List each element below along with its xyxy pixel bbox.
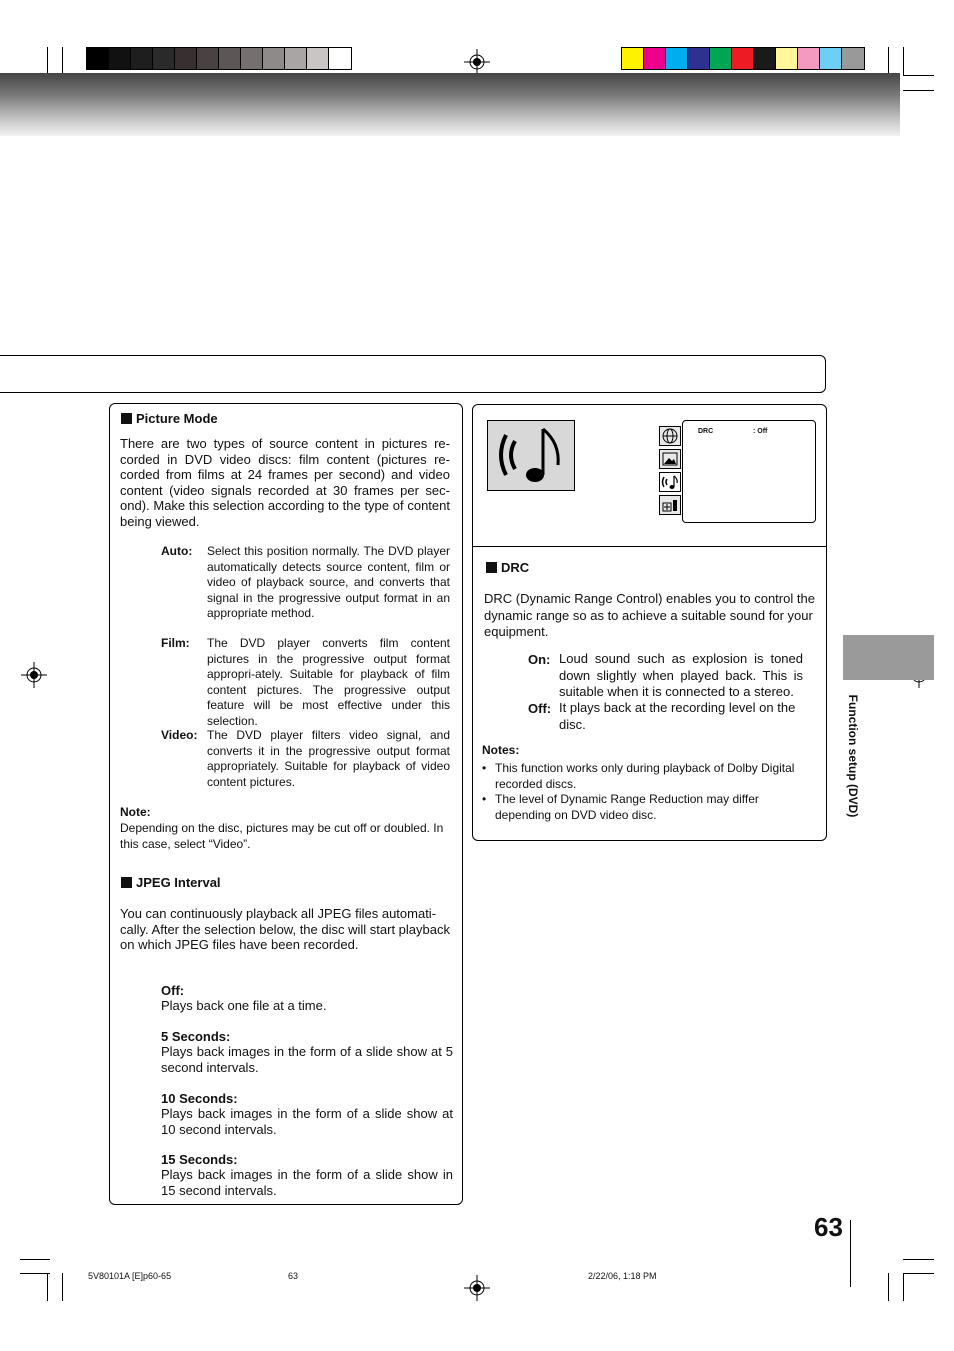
footer-file: 5V80101A [E]p60-65	[88, 1271, 172, 1281]
square-bullet-icon	[486, 562, 497, 573]
grayscale-bars	[86, 47, 352, 70]
jpeg-option-label: 15 Seconds:	[161, 1152, 238, 1167]
color-swatch	[842, 48, 864, 69]
color-swatch	[820, 48, 842, 69]
color-swatch	[798, 48, 820, 69]
jpeg-option-text: Plays back images in the form of a slide show at 5 second intervals.	[161, 1044, 453, 1075]
video-text: The DVD player filters video signal, and converts it in the progressive output format appropriately. Suitable for playback of video content pictures.	[207, 728, 450, 789]
color-swatch	[131, 48, 153, 69]
color-swatch	[666, 48, 688, 69]
color-swatch	[153, 48, 175, 69]
menu-screen-panel	[682, 420, 816, 523]
film-label: Film:	[161, 636, 190, 650]
drc-off-label: Off:	[528, 701, 552, 716]
divider	[472, 546, 827, 547]
picture-mode-note-label: Note:	[120, 805, 151, 819]
picture-icon	[659, 449, 681, 469]
color-swatch	[285, 48, 307, 69]
color-swatch	[688, 48, 710, 69]
square-bullet-icon	[121, 877, 132, 888]
film-text: The DVD player converts film content pictures in the progressive output format appropri-ately. Suitable for playback of film content pictures. The progressive output feature will be most effective under this selection.	[207, 636, 450, 728]
color-swatch	[754, 48, 776, 69]
music-note-icon	[487, 420, 575, 491]
color-swatch	[776, 48, 798, 69]
footer-page: 63	[288, 1271, 299, 1281]
auto-text: Select this position normally. The DVD player automatically detects source content, film or video of playback source, and converts that signal in the progressive output format in an appropriate method.	[207, 544, 450, 620]
color-swatch	[263, 48, 285, 69]
footer-timestamp: 2/22/06, 1:18 PM	[588, 1271, 657, 1281]
picture-mode-note-text: Depending on the disc, pictures may be cut off or doubled. In this case, select “Video”.	[120, 821, 444, 851]
color-swatch	[732, 48, 754, 69]
target-icon	[21, 662, 47, 688]
jpeg-option-label: Off:	[161, 983, 185, 998]
color-swatch	[710, 48, 732, 69]
bullet-icon: •	[482, 761, 487, 775]
drc-intro: DRC (Dynamic Range Control) enables you to control the dynamic range so as to achieve a suitable sound for your equipment.	[484, 591, 815, 639]
jpeg-option-label: 5 Seconds:	[161, 1029, 231, 1044]
jpeg-option-text: Plays back images in the form of a slide show at 10 second intervals.	[161, 1106, 453, 1137]
color-swatch	[197, 48, 219, 69]
page-number: 63	[814, 1212, 843, 1242]
side-section-label: Function setup (DVD)	[846, 694, 860, 818]
color-swatch	[307, 48, 329, 69]
color-swatch	[219, 48, 241, 69]
header-band	[0, 73, 900, 136]
square-bullet-icon	[121, 413, 132, 424]
drc-heading: DRC	[486, 560, 529, 575]
color-swatch	[622, 48, 644, 69]
drc-on-label: On:	[528, 652, 551, 667]
color-swatch	[241, 48, 263, 69]
lock-icon	[659, 495, 681, 515]
menu-item-drc-value: : Off	[753, 428, 768, 435]
jpeg-interval-heading: JPEG Interval	[121, 875, 221, 890]
target-icon	[464, 49, 490, 75]
drc-note: This function works only during playback of Dolby Digital recorded discs.	[495, 761, 795, 791]
drc-note: The level of Dynamic Range Reduction may differ depending on DVD video disc.	[495, 792, 759, 822]
bullet-icon: •	[482, 792, 487, 806]
drc-on-text: Loud sound such as explosion is toned down slightly when played back. This is suitable when it is connected to a stereo.	[559, 651, 803, 699]
video-label: Video:	[161, 728, 198, 742]
target-icon	[464, 1275, 490, 1301]
color-swatch	[175, 48, 197, 69]
menu-item-drc-label: DRC	[698, 428, 714, 435]
drc-notes-label: Notes:	[482, 743, 520, 757]
jpeg-option-text: Plays back images in the form of a slide show in 15 second intervals.	[161, 1167, 453, 1198]
section-title-bar	[0, 355, 826, 393]
globe-icon	[659, 426, 681, 446]
side-tab	[843, 635, 934, 680]
picture-mode-heading: Picture Mode	[121, 411, 218, 426]
audio-icon	[659, 472, 681, 492]
auto-label: Auto:	[161, 544, 193, 558]
jpeg-option-label: 10 Seconds:	[161, 1091, 238, 1106]
color-swatch	[644, 48, 666, 69]
color-bars	[621, 47, 865, 70]
drc-off-text: It plays back at the recording level on the disc.	[559, 700, 796, 732]
page-number-rule	[850, 1220, 851, 1287]
jpeg-interval-intro: You can continuously playback all JPEG files automati-cally. After the selection below, the disc will start playback on which JPEG files have been recorded.	[120, 906, 450, 952]
color-swatch	[329, 48, 351, 69]
color-swatch	[109, 48, 131, 69]
color-swatch	[87, 48, 109, 69]
picture-mode-intro: There are two types of source content in pictures re-corded in DVD video discs: film content (pictures re-corded from films at 24 frames per second) and video content (video signals recorded at 30 frames per sec-ond). Make this selection according to the type of content being viewed.	[120, 436, 450, 529]
jpeg-option-text: Plays back one file at a time.	[161, 998, 327, 1013]
